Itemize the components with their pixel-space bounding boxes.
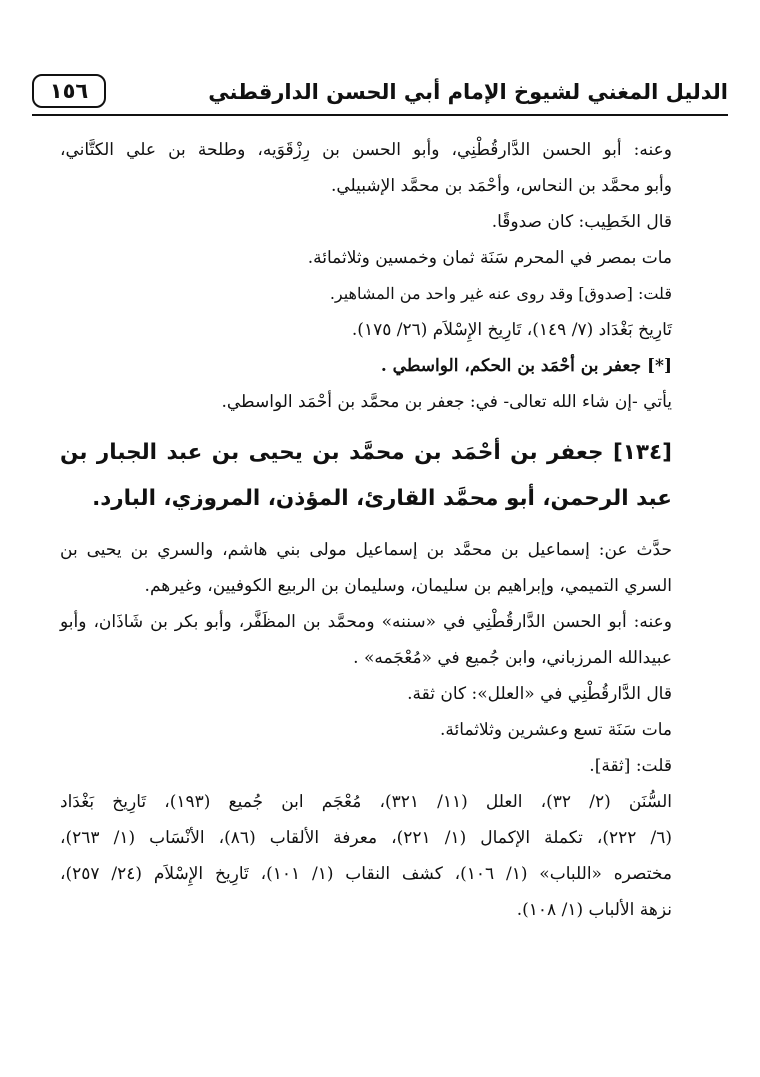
- text-line: وعنه: أبو الحسن الدَّارقُطْنِي، وأبو الحسن بن رِزْقَوَيه، وطلحة بن علي الكتَّاني،: [60, 140, 672, 160]
- text-line: وعنه: أبو الحسن الدَّارقُطْنِي في «سننه» ومحمَّد بن المظَفَّر، وأبو بكر بن شَاذَان، وأبو: [60, 612, 672, 632]
- text-line: وأبو محمَّد بن النحاس، وأحْمَد بن محمَّد الإشبيلي.: [330, 176, 672, 196]
- text-line: مات بمصر في المحرم سَنَة ثمان وخمسين وثلاثمائة.: [307, 248, 672, 268]
- text-line: تَارِيخ بَغْدَاد (٧/ ١٤٩)، تَارِيخ الإِسْلاَم (٢٦/ ١٧٥).: [351, 320, 672, 340]
- sources-line: نزهة الألباب (١/ ١٠٨).: [516, 900, 672, 920]
- page-body: [60, 132, 672, 928]
- running-title: الدليل المغني لشيوخ الإمام أبي الحسن الدارقطني: [208, 80, 728, 104]
- text-line: قال الخَطِيب: كان صدوقًا.: [491, 212, 672, 232]
- text-line: قال الدَّارقُطْنِي في «العلل»: كان ثقة.: [407, 684, 672, 704]
- text-line: السري التميمي، وإبراهيم بن سليمان، وسليمان بن الربيع الكوفيين، وغيرهم.: [144, 576, 672, 596]
- header-divider: [32, 114, 728, 116]
- cross-reference-heading: [*] جعفر بن أحْمَد بن الحكم، الواسطي .: [380, 356, 672, 376]
- sources-line: (٦/ ٢٢٢)، تكملة الإكمال (١/ ٢٢١)، معرفة الألقاب (٨٦)، الأنْسَاب (١/ ٢٦٣)،: [60, 828, 673, 848]
- text-line: مات سَنَة تسع وعشرين وثلاثمائة.: [440, 720, 672, 740]
- entry-heading-line-1: [١٣٤] جعفر بن أحْمَد بن محمَّد بن يحيى بن عبد الجبار بن: [60, 440, 672, 465]
- sources-line: السُّنَن (٢/ ٣٢)، العلل (١١/ ٣٢١)، مُعْجَم ابن جُميع (١٩٣)، تَارِيخ بَغْدَاد: [60, 792, 672, 812]
- spacer: [60, 420, 672, 430]
- text-line: يأتي -إن شاء الله تعالى- في: جعفر بن محمَّد بن أحْمَد الواسطي.: [221, 392, 672, 412]
- page-header: [32, 70, 728, 122]
- page-number: ١٥٦: [32, 74, 106, 108]
- text-line: حدَّث عن: إسماعيل بن محمَّد بن إسماعيل مولى بني هاشم، والسري بن يحيى بن: [60, 540, 672, 560]
- text-line: قلت: [ثقة].: [589, 756, 672, 776]
- spacer: [60, 522, 672, 532]
- entry-heading-line-2: عبد الرحمن، أبو محمَّد القارئ، المؤذن، المروزي، البارد.: [92, 486, 672, 511]
- sources-line: مختصره «اللباب» (١/ ١٠٦)، كشف النقاب (١/ ١٠١)، تَارِيخ الإِسْلاَم (٢٤/ ٢٥٧)،: [60, 864, 673, 884]
- text-line: قلت: [صدوق] وقد روى عنه غير واحد من المشاهير.: [329, 284, 672, 303]
- text-line: عبيدالله المرزباني، وابن جُميع في «مُعْجَمه» .: [353, 648, 672, 668]
